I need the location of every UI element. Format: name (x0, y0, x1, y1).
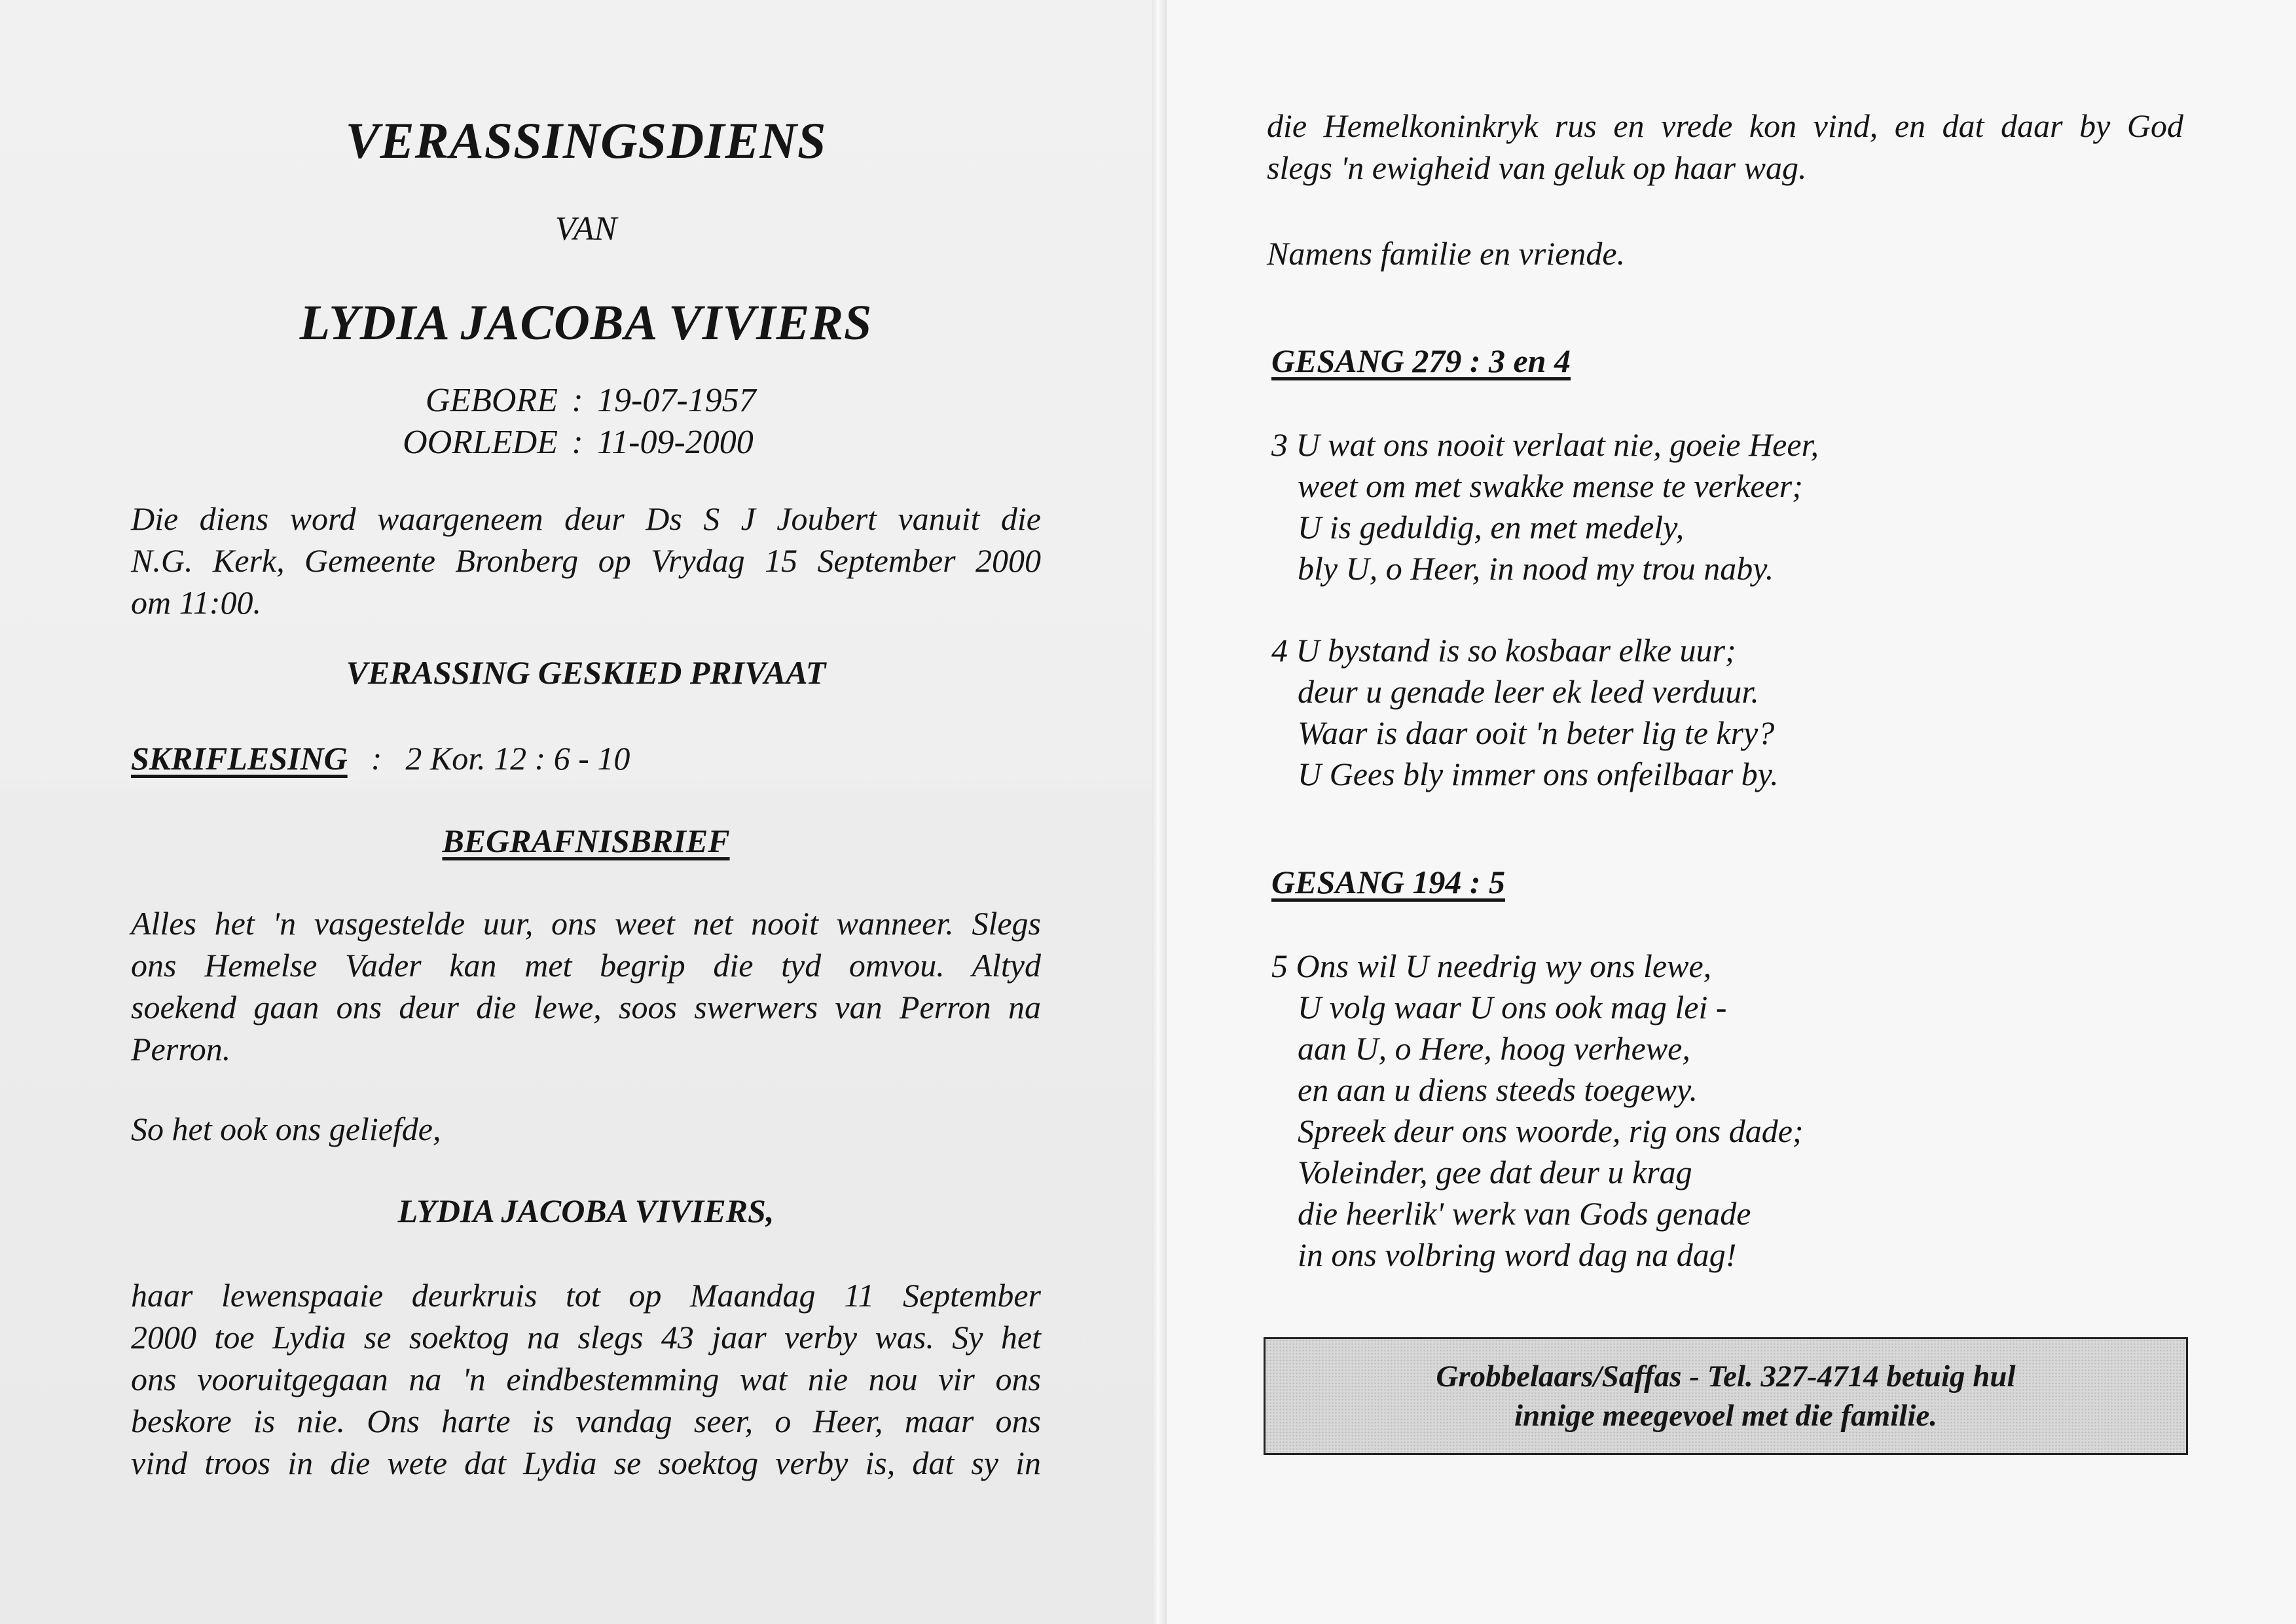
verse-line: weet om met swakke mense te verkeer; (1298, 468, 1803, 504)
letter-paragraph-1 (131, 902, 1041, 1070)
service-title: VERASSINGSDIENS (345, 112, 827, 169)
reading-ref: 2 Kor. 12 : 6 - 10 (405, 740, 630, 777)
continuation-line: die Hemelkoninkryk rus en vrede kon vind, en dat daar by God (1267, 107, 2183, 144)
reading-label: SKRIFLESING (131, 740, 348, 777)
verse-line: 4 U bystand is so kosbaar elke uur; (1271, 632, 1736, 669)
letter-line: ons vooruitgegaan na 'n eindbestemming wat nie nou vir ons (131, 1361, 1041, 1397)
cremation-note: VERASSING GESKIED PRIVAAT (346, 654, 826, 691)
letter-line: Alles het 'n vasgestelde uur, ons weet net nooit wanneer. Slegs (131, 905, 1041, 942)
letter-line: 2000 toe Lydia se soektog na slegs 43 jaar verby was. Sy het (131, 1319, 1041, 1356)
hymn-1-heading: GESANG 279 : 3 en 4 (1271, 342, 1571, 379)
page-fold (1152, 0, 1167, 1624)
letter-line: vind troos in die wete dat Lydia se soektog verby is, dat sy in (131, 1445, 1041, 1481)
service-line: N.G. Kerk, Gemeente Bronberg op Vrydag 15 September 2000 (131, 542, 1041, 579)
continuation-line: slegs 'n ewigheid van geluk op haar wag. (1267, 149, 1807, 186)
verse-line: U Gees bly immer ons onfeilbaar by. (1298, 756, 1779, 792)
notice-line: innige meegevoel met die familie. (1514, 1399, 1938, 1433)
verse-line: U volg waar U ons ook mag lei - (1298, 989, 1727, 1025)
verse-line: Waar is daar ooit 'n beter lig te kry? (1298, 714, 1775, 751)
letter-continuation (1267, 105, 2183, 189)
verse-line: Spreek deur ons woorde, rig ons dade; (1298, 1113, 1804, 1149)
funeral-letter-heading: BEGRAFNISBRIEF (442, 822, 730, 859)
died-date: 11-09-2000 (597, 424, 754, 461)
verse-line: aan U, o Here, hoog verhewe, (1298, 1030, 1690, 1067)
condolence-notice-box (1264, 1337, 2188, 1455)
verse-line: U is geduldig, en met medely, (1298, 509, 1685, 545)
letter-line: beskore is nie. Ons harte is vandag seer, o Heer, maar ons (131, 1403, 1041, 1439)
verse-line: die heerlik' werk van Gods genade (1298, 1195, 1751, 1232)
died-label: OORLEDE (403, 424, 558, 461)
verse-line: deur u genade leer ek leed verduur. (1298, 673, 1759, 710)
letter-line: ons Hemelse Vader kan met begrip die tyd omvou. Altyd (131, 947, 1041, 984)
dates-block: GEBORE : 19-07-1957 OORLEDE : 11-09-2000 (131, 380, 1041, 464)
letter-line: Perron. (131, 1031, 231, 1067)
van-label: VAN (555, 210, 617, 248)
letter-deceased-name: LYDIA JACOBA VIVIERS, (397, 1192, 774, 1229)
born-label: GEBORE (425, 382, 558, 419)
letter-paragraph-3 (131, 1274, 1041, 1484)
verse-line: Voleinder, gee dat deur u krag (1298, 1154, 1692, 1190)
verse-line: 3 U wat ons nooit verlaat nie, goeie Heer, (1271, 426, 1819, 463)
hymn-2-heading: GESANG 194 : 5 (1271, 864, 1505, 900)
letter-paragraph-2: So het ook ons geliefde, (131, 1111, 441, 1147)
service-line: om 11:00. (131, 584, 262, 621)
deceased-name: LYDIA JACOBA VIVIERS (299, 295, 873, 350)
verse-line: en aan u diens steeds toegewy. (1298, 1071, 1698, 1108)
service-line: Die diens word waargeneem deur Ds S J Joubert vanuit die (131, 500, 1041, 537)
verse-line: 5 Ons wil U needrig wy ons lewe, (1271, 948, 1712, 984)
verse-line: bly U, o Heer, in nood my trou naby. (1298, 550, 1774, 587)
hymn-1-verse-3 (1271, 424, 1819, 589)
letter-line: soekend gaan ons deur die lewe, soos swerwers van Perron na (131, 989, 1041, 1025)
verse-line: in ons volbring word dag na dag! (1298, 1236, 1737, 1273)
hymn-2-verse-5 (1271, 946, 1804, 1276)
service-details (131, 498, 1041, 623)
letter-line: haar lewenspaaie deurkruis tot op Maandag 11 September (131, 1277, 1041, 1314)
notice-line: Grobbelaars/Saffas - Tel. 327-4714 betuig hul (1436, 1359, 2016, 1393)
hymn-1-verse-4 (1271, 630, 1779, 795)
letter-signoff: Namens familie en vriende. (1267, 235, 1626, 272)
born-date: 19-07-1957 (597, 382, 756, 419)
scripture-reading: SKRIFLESING : 2 Kor. 12 : 6 - 10 (131, 737, 1041, 779)
